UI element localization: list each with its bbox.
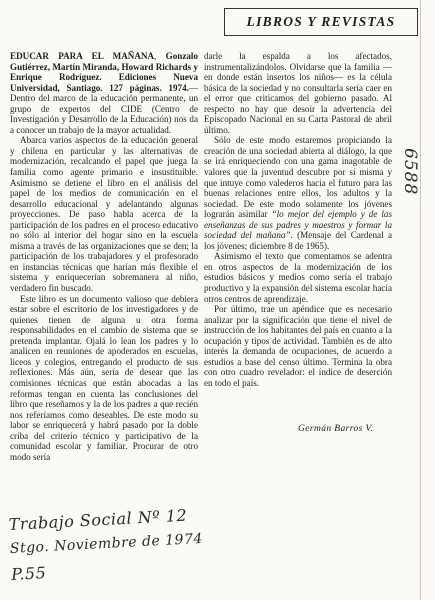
right-paragraph-1: darle la espalda a los afectados, instrumentalizándolos. Olvidarse que la familia —en donde están insertos los niños— es la célula básica de la sociedad y no consultarla sería caer en el error que criticamos del gobierno pasado. Al respecto no hay que desoír la advertencia del Episcopado Nacional en su Carta Pastoral de abril último. xyxy=(204,51,392,135)
quoted-message: “lo mejor del ejemplo y de las enseñanzas de sus padres y maestros y formar la sociedad del mañana” xyxy=(204,209,392,241)
handwritten-line-2: Stgo. Noviembre de 1974 xyxy=(9,530,204,557)
right-paragraph-2-lead: Sólo de este modo estaremos propiciando la creación de una sociedad abierta al diálogo, la que se irá enriqueciendo con una gama inagotable de valores que la juventud descubre por sí misma y que intuye como valederos hacia el futuro para las buenas relaciones entre ellos, los adultos y la sociedad. De este modo solamente los jóvenes lograrán asimilar xyxy=(204,135,392,220)
review-intro-text: , xyxy=(154,51,166,61)
book-authors: Gonzalo Gutiérrez, Martín Miranda, Howard Richards y Enrique Rodríguez. Ediciones Nueva Universidad, Santiago. 127 páginas. 1974. xyxy=(10,51,198,93)
section-header xyxy=(224,8,418,36)
page-edge xyxy=(420,0,421,600)
handwritten-archive-number: 6588 xyxy=(400,148,420,196)
handwritten-source-note xyxy=(8,502,205,587)
right-paragraph-3: Asimismo el texto que comentamos se adentra en otros aspectos de la modernización de los estudios básicos y medios como sería el trabajo productivo y la expansión del sistema escolar hacia otros centros de aprendizaje. xyxy=(204,251,392,304)
handwritten-line-1: Trabajo Social Nº 12 xyxy=(8,505,188,534)
right-paragraph-4: Por último, trae un apéndice que es necesario analizar por la significación que tiene el nivel de instrucción de los habitantes del país en cuanto a la ocupación y tipos de actividad. También es de alto interés la demanda de ocupaciones, de acuerdo a estudios a base del censo último. Termina la obra con otro cuadro revelador: el índice de deserción en todo el país. xyxy=(204,304,392,388)
review-intro-body: — Dentro del marco de la educación permanente, un grupo de expertos del CIDE (Centro de Investigación y Desarrollo de la Educación) nos da a conocer un trabajo de la mayor actualidad. xyxy=(10,82,198,135)
review-signature: Germán Barros V. xyxy=(298,424,374,434)
left-column xyxy=(10,51,198,462)
book-title: EDUCAR PARA EL MAÑANA xyxy=(10,51,155,61)
right-paragraph-2 xyxy=(204,135,392,251)
section-title: LIBROS Y REVISTAS xyxy=(246,14,396,29)
right-column xyxy=(204,51,392,389)
left-paragraph-2: Abarca varios aspectos de la educación general y chilena en particular y las alternativas de modernización, recalcando el papel que juega la familia como agente primario e insustituible. Asimismo se detiene el libro en el análisis del papel de los medios de comunicación en el desarrollo educacional y adelantando algunas proyecciones. De paso habla acerca de la participación de los padres en el proceso educativo no sólo al interior del hogar sino en la escuela misma a través de las organizaciones que se den; la participación de los trabajadores y el profesorado en instancias técnicas que harían más flexible el sistema y enriquecerían sobremanera al niño, verdadero fin buscado. xyxy=(10,135,198,294)
handwritten-line-3: P.55 xyxy=(10,563,47,584)
quote-citation: . (Mensaje del Cardenal a los jóvenes; diciembre 8 de 1965). xyxy=(204,230,393,251)
review-intro-paragraph xyxy=(10,51,198,135)
left-paragraph-3: Este libro es un documento valioso que debiera estar sobre el escritorio de los investigadores y de quienes tienen de alguna u otra forma responsabilidades en el cambio de sistema que se pretenda implantar. Ojalá lo lean los padres y lo analicen en reuniones de apoderados en escuelas, liceos y colegios, entregando el producto de sus reflexiones. Más aún, sería de desear que las comisiones técnicas que están abocadas a las reformas tengan en cuenta las conclusiones del libro que reseñamos y la de los padres a que recién nos referíamos como deseables. De este modo su labor se enriquecerá y habrá pasado por la doble criba del criterio técnico y participativo de la comunidad escolar y familiar. Procurar de otro modo sería xyxy=(10,293,198,462)
